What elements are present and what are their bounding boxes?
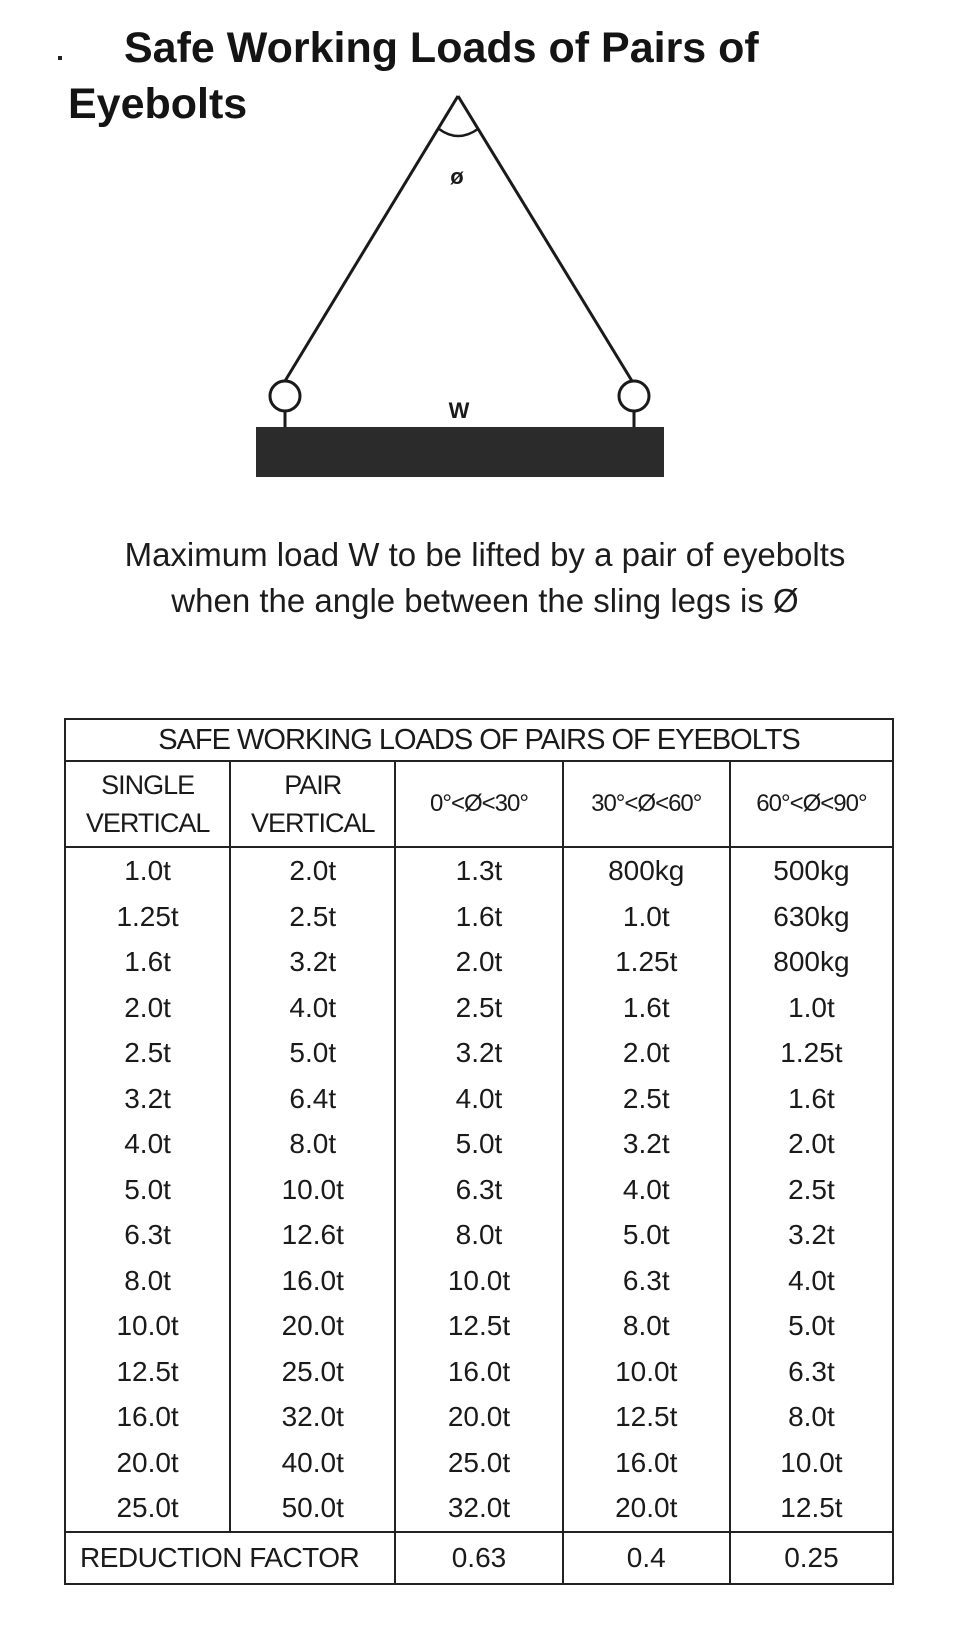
diagram-caption [0,532,970,624]
table-cell: 16.0t [116,1401,179,1432]
table-cell: 3.2t [788,1219,835,1250]
table-cell: 630kg [773,900,850,932]
table-cell: 12.5t [447,1310,511,1341]
angle-label: ø [450,164,464,189]
angle-arc [439,129,478,136]
table-cell: 20.0t [615,1492,678,1523]
table-cell: 8.0t [289,1128,337,1159]
table-cell: 4.0t [455,1082,503,1114]
table-cell: 1.25t [116,900,179,932]
table-cell: 2.0t [788,1128,835,1159]
table-cell: 25.0t [447,1446,511,1478]
eyebolt-left [270,381,300,411]
table-cell: 8.0t [455,1219,503,1250]
sling-legs [285,96,632,381]
reduction-factor-label: REDUCTION FACTOR [65,1532,395,1584]
header-angle-30-60: 30°<Ø<60° [563,761,730,847]
table-cell: 10.0t [116,1310,179,1341]
table-cell: 40.0t [281,1446,344,1478]
table-cell: 1.6t [788,1082,835,1114]
table-cell: 2.0t [289,855,337,886]
table-cell: 16.0t [615,1446,678,1478]
table-title: SAFE WORKING LOADS OF PAIRS OF EYEBOLTS [65,719,893,761]
table-cell: 1.6t [622,991,670,1023]
table-cell: 2.5t [289,900,337,932]
reduction-factor-30-60: 0.4 [563,1532,730,1584]
table-cell: 10.0t [281,1173,344,1205]
table-cell: 1.0t [788,991,835,1023]
table-cell: 2.0t [622,1037,670,1068]
table-cell: 5.0t [289,1037,337,1068]
table-cell: 3.2t [455,1037,503,1068]
page-title: Safe Working Loads of Pairs of Eyebolts [68,24,759,128]
table-cell: 6.3t [455,1173,503,1205]
table-cell: 6.3t [124,1219,171,1250]
table-cell: 8.0t [788,1401,835,1432]
table-cell: 800kg [773,946,850,977]
table-cell: 1.0t [124,855,171,886]
table-cell: 16.0t [447,1355,511,1387]
table-cell: 20.0t [281,1310,344,1341]
column-pair-vertical [230,847,395,1532]
column-angle-0-30 [395,847,562,1532]
table-cell: 2.0t [124,991,171,1023]
table-cell: 3.2t [289,946,337,977]
safe-working-loads-table [64,718,894,1585]
table-cell: 4.0t [622,1173,670,1205]
reduction-factor-row [65,1532,893,1584]
table-cell: 16.0t [281,1264,344,1296]
table-cell: 1.25t [780,1037,843,1068]
table-cell: 8.0t [622,1310,670,1341]
caption-line-2: when the angle between the sling legs is Ø [171,582,799,619]
eyebolt-right [619,381,649,411]
column-single-vertical [65,847,230,1532]
table-cell: 2.5t [455,991,503,1023]
table-cell: 1.25t [615,946,678,977]
table-cell: 12.5t [780,1492,843,1523]
table-cell: 32.0t [281,1401,344,1432]
table-cell: 2.5t [622,1082,670,1114]
column-angle-60-90 [730,847,893,1532]
table-cell: 1.6t [455,900,503,932]
table-cell: 50.0t [281,1492,344,1523]
table-cell: 2.5t [788,1173,835,1205]
header-pair-vertical: PAIR VERTICAL [230,761,395,847]
table-body-row [65,847,893,1532]
table-cell: 3.2t [622,1128,670,1159]
table-cell: 10.0t [780,1446,843,1478]
table-cell: 1.0t [622,900,670,932]
table-cell: 10.0t [447,1264,511,1296]
table-cell: 5.0t [124,1173,171,1205]
table-header-row [65,761,893,847]
reduction-factor-0-30: 0.63 [395,1532,562,1584]
load-block [256,427,664,477]
table-cell: 800kg [608,855,685,886]
table-cell: 500kg [773,855,850,886]
header-single-vertical: SINGLE VERTICAL [65,761,230,847]
header-angle-60-90: 60°<Ø<90° [730,761,893,847]
table-cell: 1.6t [124,946,171,977]
table-cell: 1.3t [455,855,503,886]
table-cell: 25.0t [281,1355,344,1387]
table-cell: 10.0t [615,1355,678,1387]
table-cell: 12.6t [281,1219,344,1250]
table-cell: 6.4t [289,1082,337,1114]
table-cell: 6.3t [622,1264,670,1296]
caption-line-1: Maximum load W to be lifted by a pair of eyebolts [124,536,846,573]
table-cell: 20.0t [447,1401,511,1432]
eyebolt-sling-diagram [0,0,970,520]
table-cell: 20.0t [116,1446,179,1478]
table-cell: 3.2t [124,1082,171,1114]
table-cell: 25.0t [116,1492,179,1523]
table-cell: 5.0t [455,1128,503,1159]
table-cell: 12.5t [615,1401,678,1432]
column-angle-30-60 [563,847,730,1532]
table-cell: 8.0t [124,1264,171,1296]
table-cell: 2.5t [124,1037,171,1068]
table-cell: 2.0t [455,946,503,977]
table-cell: 4.0t [124,1128,171,1159]
header-angle-0-30: 0°<Ø<30° [395,761,562,847]
table-cell: 32.0t [447,1492,511,1523]
table-cell: 5.0t [622,1219,670,1250]
table-cell: 4.0t [289,991,337,1023]
reduction-factor-60-90: 0.25 [730,1532,893,1584]
table-cell: 12.5t [116,1355,179,1387]
table-cell: 5.0t [788,1310,835,1341]
load-label: W [448,398,470,423]
table-cell: 4.0t [788,1264,835,1296]
table-cell: 6.3t [788,1355,835,1387]
